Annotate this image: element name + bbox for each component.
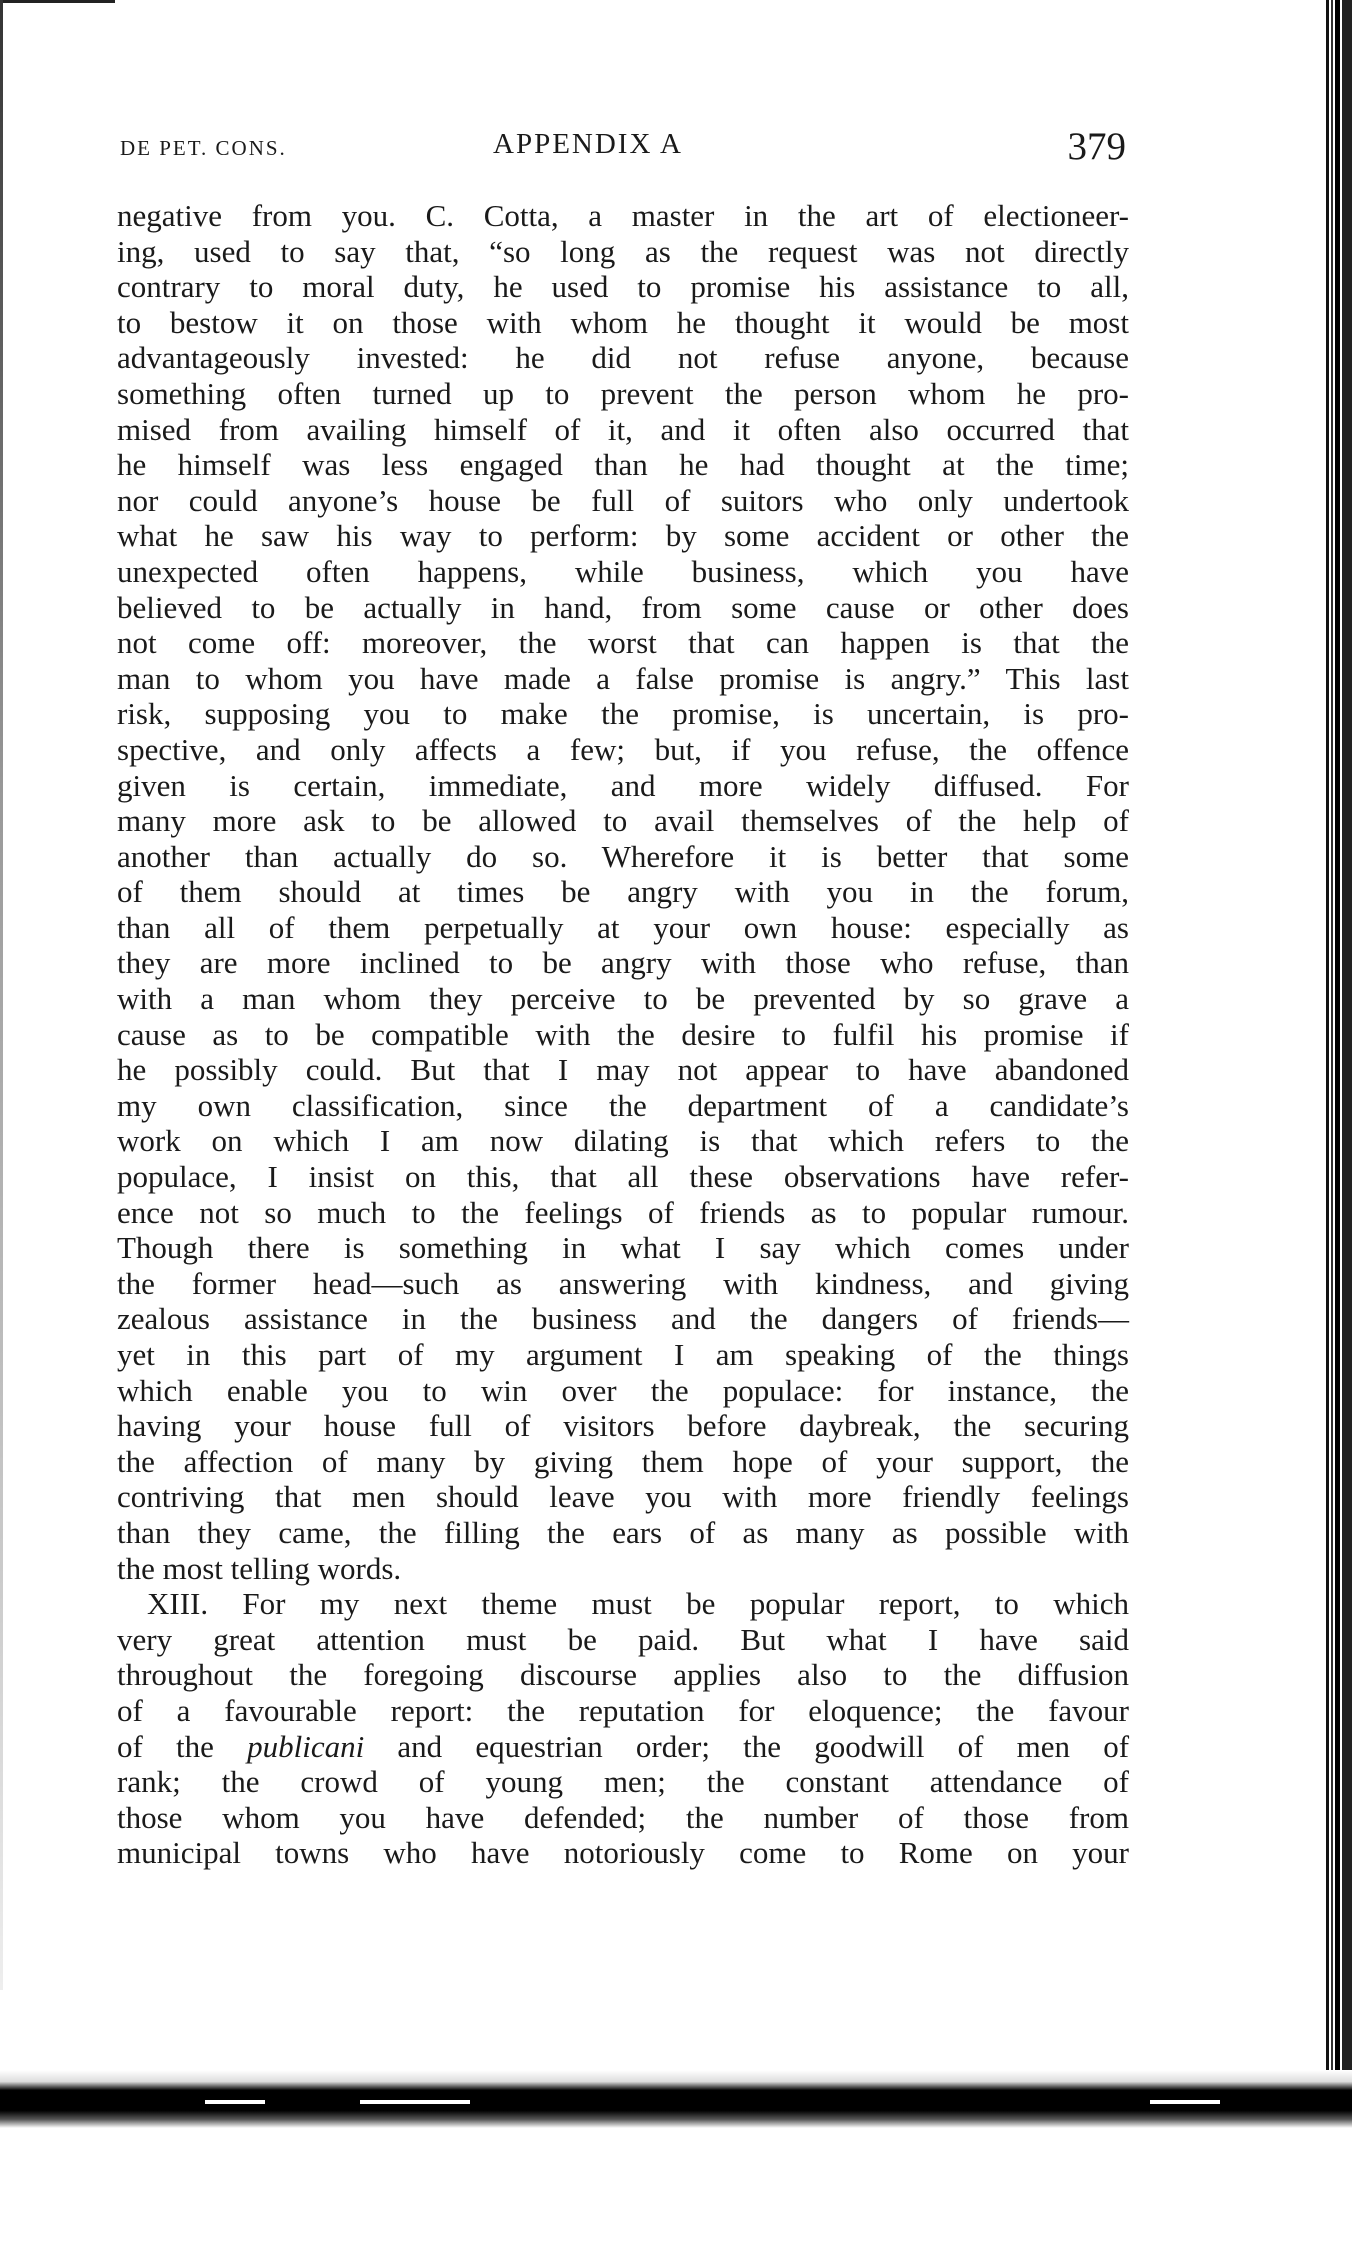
text-line: he himself was less engaged than he had thought at the time; [117, 447, 1129, 483]
scan-speck [205, 2100, 265, 2104]
text-fragment: of the [117, 1728, 214, 1764]
text-line: cause as to be compatible with the desire to fulfil his promise if [117, 1016, 1129, 1052]
text-line: something often turned up to prevent the person whom he pro- [117, 375, 1129, 411]
text-line: than all of them perpetually at your own house: especially as [117, 909, 1129, 945]
scan-edge-band [0, 2070, 1352, 2128]
text-line: ence not so much to the feelings of friends as to popular rumour. [117, 1194, 1129, 1230]
scan-speck [360, 2100, 470, 2104]
text-line: municipal towns who have notoriously come to Rome on your [117, 1835, 1129, 1871]
text-line: zealous assistance in the business and the dangers of friends— [117, 1301, 1129, 1337]
text-line: XIII. For my next theme must be popular report, to which [147, 1586, 1129, 1622]
text-line: contriving that men should leave you with more friendly feelings [117, 1479, 1129, 1515]
text-line: not come off: moreover, the worst that can happen is that the [117, 625, 1129, 661]
text-line: given is certain, immediate, and more widely diffused. For [117, 767, 1129, 803]
text-line: work on which I am now dilating is that which refers to the [117, 1123, 1129, 1159]
text-line: nor could anyone’s house be full of suitors who only undertook [117, 482, 1129, 518]
text-line: negative from you. C. Cotta, a master in the art of electioneer- [117, 198, 1129, 233]
page-shadow-left [0, 0, 3, 1990]
text-line: which enable you to win over the populace: for instance, the [117, 1372, 1129, 1408]
text-line: what he saw his way to perform: by some accident or other the [117, 518, 1129, 554]
running-title-center: APPENDIX A [493, 128, 683, 160]
text-line: advantageously invested: he did not refuse anyone, because [117, 340, 1129, 376]
running-title-left: DE PET. CONS. [120, 136, 287, 160]
text-line: mised from availing himself of it, and it often also occurred that [117, 411, 1129, 447]
text-line: to bestow it on those with whom he thought it would be most [117, 304, 1129, 340]
italic-term: publicani [247, 1728, 365, 1764]
text-line: my own classification, since the department of a candidate’s [117, 1087, 1129, 1123]
text-line: those whom you have defended; the number of those from [117, 1799, 1129, 1835]
text-line: the most telling words. [117, 1550, 402, 1586]
text-line: with a man whom they perceive to be prevented by so grave a [117, 981, 1129, 1017]
text-line: populace, I insist on this, that all these observations have refer- [117, 1159, 1129, 1195]
page-number: 379 [1067, 125, 1126, 168]
text-line: the former head—such as answering with kindness, and giving [117, 1265, 1129, 1301]
text-line: very great attention must be paid. But what I have said [117, 1621, 1129, 1657]
text-line: the affection of many by giving them hope of your support, the [117, 1443, 1129, 1479]
text-line: risk, supposing you to make the promise, is uncertain, is pro- [117, 696, 1129, 732]
text-line: unexpected often happens, while business, which you have [117, 553, 1129, 589]
text-line: man to whom you have made a false promise is angry.” This last [117, 660, 1129, 696]
text-line: throughout the foregoing discourse applies also to the diffusion [117, 1657, 1129, 1693]
text-line: spective, and only affects a few; but, if you refuse, the offence [117, 731, 1129, 767]
text-line: of a favourable report: the reputation for eloquence; the favour [117, 1692, 1129, 1728]
page-edge [0, 0, 115, 3]
text-line: believed to be actually in hand, from some cause or other does [117, 589, 1129, 625]
paragraph-section-xiii [117, 1586, 1129, 1871]
text-line: many more ask to be allowed to avail themselves of the help of [117, 803, 1129, 839]
text-line: of them should at times be angry with you in the forum, [117, 874, 1129, 910]
text-line [117, 1729, 1129, 1765]
text-line: Though there is something in what I say which comes under [117, 1230, 1129, 1266]
text-line: they are more inclined to be angry with those who refuse, than [117, 945, 1129, 981]
body-text [117, 198, 1129, 1871]
text-line: ing, used to say that, “so long as the request was not directly [117, 233, 1129, 269]
text-line: another than actually do so. Wherefore it is better that some [117, 838, 1129, 874]
paragraph [117, 198, 1129, 1586]
text-line: rank; the crowd of young men; the constant attendance of [117, 1764, 1129, 1800]
book-binding [1326, 0, 1352, 2090]
text-line: contrary to moral duty, he used to promise his assistance to all, [117, 269, 1129, 305]
text-fragment: and equestrian order; the goodwill of men of [397, 1728, 1130, 1764]
text-line: than they came, the filling the ears of as many as possible with [117, 1514, 1129, 1550]
text-line: yet in this part of my argument I am speaking of the things [117, 1337, 1129, 1372]
scan-speck [1150, 2100, 1220, 2104]
text-line: he possibly could. But that I may not appear to have abandoned [117, 1052, 1129, 1088]
text-line: having your house full of visitors before daybreak, the securing [117, 1408, 1129, 1444]
running-header [120, 125, 1126, 178]
